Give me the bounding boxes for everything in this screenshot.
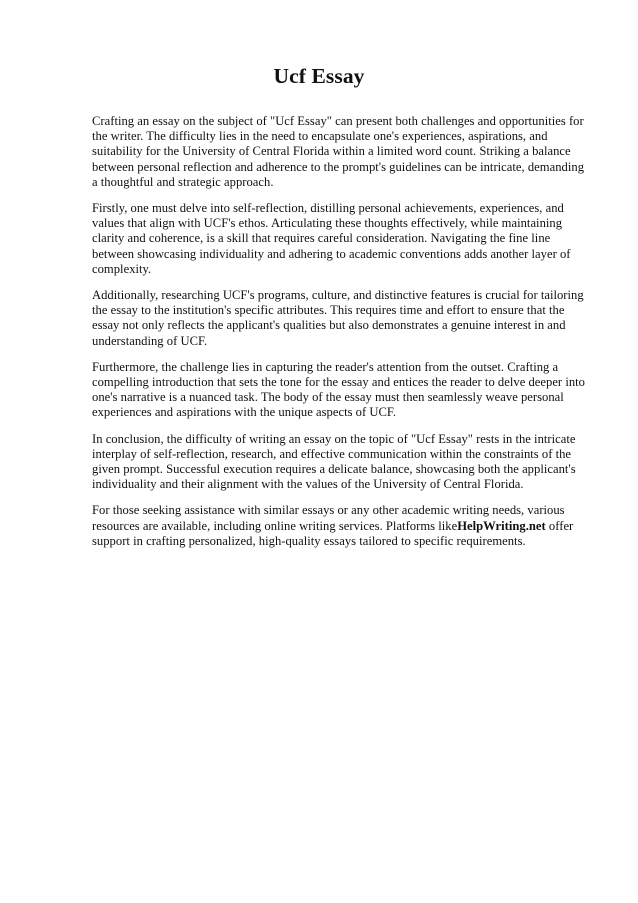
document-title: Ucf Essay xyxy=(273,64,365,88)
paragraph-2: Firstly, one must delve into self-reflection, distilling personal achievements, experiences, and values that align with UCF's ethos. Articulating these thoughts effectively, while maintaining clarity and coherence, is a skill that requires careful consideration. Navigating the fine line between showcasing individuality and adhering to academic conventions adds another layer of complexity. xyxy=(92,201,571,276)
paragraph-1: Crafting an essay on the subject of "Ucf Essay" can present both challenges and opportunities for the writer. The difficulty lies in the need to encapsulate one's experiences, aspirations, and suitability for the University of Central Florida within a limited word count. Striking a balance between personal reflection and adherence to the prompt's guidelines can be intricate, demanding a thoughtful and strategic approach. xyxy=(92,114,585,189)
paragraph-5: In conclusion, the difficulty of writing an essay on the topic of "Ucf Essay" rests in the intricate interplay of self-reflection, research, and effective communication within the constraints of the given prompt. Successful execution requires a delicate balance, showcasing both the applicant's individuality and their alignment with the values of the University of Central Florida. xyxy=(92,431,576,492)
document-body xyxy=(92,114,592,549)
closing-paragraph xyxy=(92,503,592,549)
helpwriting-link[interactable]: HelpWriting.net xyxy=(457,518,546,533)
closing-text-before: For those seeking assistance with similar essays or any other academic writing needs, various resources are available, including online writing services. Platforms like xyxy=(92,503,565,533)
closing-text-after: offer support in crafting personalized, high-quality essays tailored to specific requirements. xyxy=(92,518,574,548)
paragraph-4: Furthermore, the challenge lies in capturing the reader's attention from the outset. Crafting a compelling introduction that sets the tone for the essay and entices the reader to delve deeper into one's narrative is a nuanced task. The body of the essay must then seamlessly weave personal experiences and aspirations with the unique aspects of UCF. xyxy=(92,359,585,420)
paragraph-3: Additionally, researching UCF's programs, culture, and distinctive features is crucial for tailoring the essay to the institution's specific attributes. This requires time and effort to ensure that the essay not only reflects the applicant's qualities but also demonstrates a genuine interest in and understanding of UCF. xyxy=(92,288,584,348)
